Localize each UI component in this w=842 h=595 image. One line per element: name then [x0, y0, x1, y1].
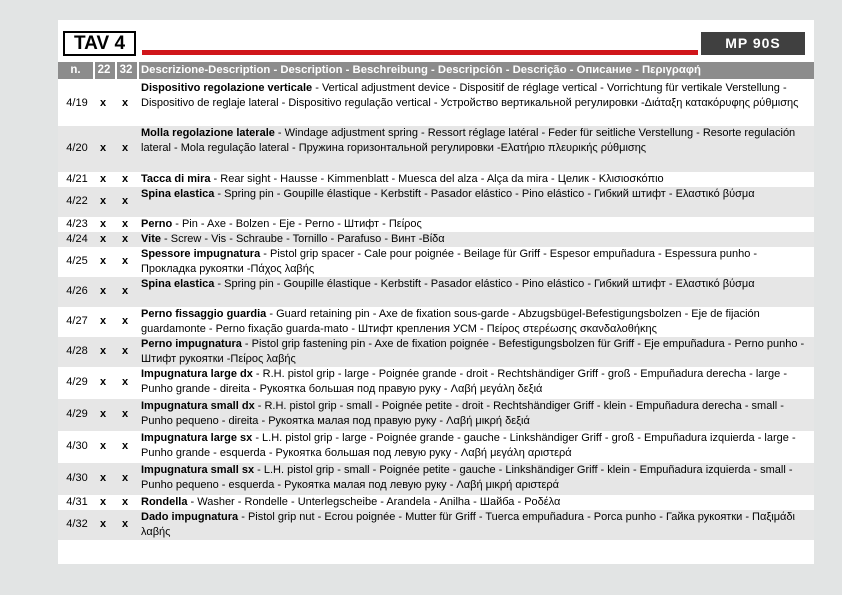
part-translations: - R.H. pistol grip - small - Poignée petite - droit - Rechtshändiger Griff - klein - Empuñadura derecha - small - Punho pequeno - direita - Рукоятка малая под правую руку - Λαβή μικρή δεξιά — [141, 400, 784, 427]
part-name: Dado impugnatura — [141, 511, 239, 523]
table-row — [58, 307, 814, 337]
part-name: Perno impugnatura — [141, 338, 242, 350]
table-row — [58, 510, 814, 540]
part-description — [141, 81, 811, 110]
model-22-mark: x — [99, 285, 107, 297]
part-description — [141, 495, 811, 510]
model-22-mark: x — [99, 217, 107, 230]
model-32-mark: x — [121, 440, 129, 452]
part-description — [141, 126, 811, 155]
model-22-mark: x — [99, 408, 107, 420]
part-number: 4/20 — [66, 142, 88, 154]
part-number: 4/32 — [66, 518, 88, 530]
part-name: Dispositivo regolazione verticale — [141, 82, 313, 94]
model-32-mark: x — [121, 285, 129, 297]
model-32-mark: x — [121, 172, 129, 185]
table-row — [58, 172, 814, 187]
model-22-mark: x — [99, 518, 107, 530]
column-header-32: 32 — [119, 64, 133, 76]
model-32-mark: x — [121, 315, 129, 327]
part-translations: - Pistol grip nut - Ecrou poignée - Mutter für Griff - Tuerca empuñadura - Porca punho - Гайка рукоятки - Παξιμάδι λαβής — [141, 511, 795, 538]
part-name: Vite — [141, 233, 161, 245]
column-header-description: Descrizione-Description - Description - Beschreibung - Descripción - Descrição - Описание - Περιγραφή — [141, 64, 701, 76]
part-description — [141, 277, 811, 292]
parts-list-page — [58, 20, 814, 564]
part-translations: - Guard retaining pin - Axe de fixation sous-garde - Abzugsbügel-Befestigungsbolzen - Eje de fijación guardamonte - Perno fixação guarda-mato - Штифт крепления УСМ - Πείρος στερέωσης σκανδαλοθήκης — [141, 308, 760, 335]
model-22-mark: x — [99, 440, 107, 452]
part-name: Molla regolazione laterale — [141, 127, 275, 139]
part-number: 4/26 — [66, 285, 88, 297]
part-number: 4/28 — [66, 345, 88, 357]
part-translations: - Pistol grip fastening pin - Axe de fixation poignée - Befestigungsbolzen für Griff - Eje empuñadura - Perno punho - Штифт рукоятки -Πείρος λαβής — [141, 338, 805, 365]
model-22-mark: x — [99, 172, 107, 185]
part-description — [141, 510, 811, 539]
part-number: 4/22 — [66, 195, 88, 207]
part-translations: - Spring pin - Goupille élastique - Kerbstift - Pasador elástico - Pino elástico - Гибкий штифт - Ελαστικό βύσμα — [214, 188, 755, 200]
part-translations: - Spring pin - Goupille élastique - Kerbstift - Pasador elástico - Pino elástico - Гибкий штифт - Ελαστικό βύσμα — [214, 278, 755, 290]
table-number-label: TAV 4 — [63, 31, 136, 56]
part-name: Spina elastica — [141, 188, 215, 200]
part-description — [141, 463, 811, 492]
model-32-mark: x — [121, 142, 129, 154]
table-row — [58, 126, 814, 172]
part-number: 4/30 — [66, 472, 88, 484]
model-22-mark: x — [99, 232, 107, 245]
part-name: Rondella — [141, 496, 188, 508]
part-number: 4/27 — [66, 315, 88, 327]
part-description — [141, 399, 811, 428]
part-number: 4/29 — [66, 408, 88, 420]
model-22-mark: x — [99, 376, 107, 388]
part-translations: - R.H. pistol grip - large - Poignée grande - droit - Rechtshändiger Griff - groß - Empuñadura derecha - large - Punho grande - direita - Рукоятка большая под правую руку - Λαβή μεγάλη δεξιά — [141, 368, 788, 395]
parts-table — [58, 81, 814, 540]
model-32-mark: x — [121, 408, 129, 420]
model-32-mark: x — [121, 96, 129, 109]
part-translations: - Windage adjustment spring - Ressort réglage latéral - Feder für seitliche Verstellung - Resorte regulación lateral - Mola regulação lateral - Пружина горизонтальной регулировки -Ελατήριο πλευρικής ρύθμισης — [141, 127, 796, 154]
header-divider — [137, 62, 139, 79]
part-name: Spina elastica — [141, 278, 215, 290]
table-row — [58, 431, 814, 463]
part-name: Spessore impugnatura — [141, 248, 261, 260]
model-22-mark: x — [99, 495, 107, 508]
part-number: 4/19 — [66, 96, 88, 109]
model-22-mark: x — [99, 345, 107, 357]
model-32-mark: x — [121, 232, 129, 245]
part-translations: - L.H. pistol grip - large - Poignée grande - gauche - Linkshändiger Griff - groß - Empuñadura izquierda - large - Punho grande - esquerda - Рукоятка большая под левую руку - Λαβή μεγάλη αριστερά — [141, 432, 796, 459]
model-32-mark: x — [121, 345, 129, 357]
model-32-mark: x — [121, 255, 129, 267]
table-row — [58, 247, 814, 277]
part-translations: - Screw - Vis - Schraube - Tornillo - Parafuso - Винт -Βίδα — [160, 233, 445, 245]
model-22-mark: x — [99, 142, 107, 154]
part-description — [141, 367, 811, 396]
part-description — [141, 187, 811, 202]
part-name: Impugnatura large sx — [141, 432, 253, 444]
part-number: 4/31 — [66, 495, 88, 508]
part-description — [141, 172, 811, 187]
model-22-mark: x — [99, 96, 107, 109]
part-name: Impugnatura large dx — [141, 368, 253, 380]
model-22-mark: x — [99, 472, 107, 484]
table-row — [58, 337, 814, 367]
part-number: 4/23 — [66, 217, 88, 230]
table-row — [58, 277, 814, 307]
column-header-22: 22 — [97, 64, 111, 76]
part-name: Impugnatura small sx — [141, 464, 255, 476]
model-22-mark: x — [99, 195, 107, 207]
table-row — [58, 399, 814, 431]
table-row — [58, 367, 814, 399]
table-row — [58, 217, 814, 232]
table-row — [58, 81, 814, 126]
model-badge: MP 90S — [701, 32, 805, 55]
table-row — [58, 495, 814, 510]
part-description — [141, 431, 811, 460]
part-description — [141, 217, 811, 232]
part-description — [141, 337, 811, 366]
table-row — [58, 463, 814, 495]
part-description — [141, 232, 811, 247]
part-translations: - Vertical adjustment device - Dispositif de réglage vertical - Vorrichtung für vertikale Verstellung - Dispositivo de reglaje lateral - Dispositivo regulação vertical - Устройство вертикальной регулировки -Διάταξη κατακόρυφης ρύθμισης — [141, 82, 799, 109]
model-32-mark: x — [121, 195, 129, 207]
model-22-mark: x — [99, 255, 107, 267]
model-32-mark: x — [121, 472, 129, 484]
part-name: Perno — [141, 218, 173, 230]
part-translations: - L.H. pistol grip - small - Poignée petite - gauche - Linkshändiger Griff - klein - Empuñadura izquierda - small - Punho pequeno - esquerda - Рукоятка малая под левую руку - Λαβή μικρή αριστερά — [141, 464, 793, 491]
part-name: Impugnatura small dx — [141, 400, 255, 412]
part-number: 4/25 — [66, 255, 88, 267]
part-number: 4/21 — [66, 172, 88, 185]
part-description — [141, 307, 811, 336]
model-32-mark: x — [121, 217, 129, 230]
model-32-mark: x — [121, 518, 129, 530]
part-number: 4/29 — [66, 376, 88, 388]
part-translations: - Washer - Rondelle - Unterlegscheibe - Arandela - Anilha - Шайба - Ροδέλα — [187, 496, 561, 508]
part-translations: - Pin - Axe - Bolzen - Eje - Perno - Штифт - Πείρος — [172, 218, 422, 230]
table-row — [58, 187, 814, 217]
part-translations: - Pistol grip spacer - Cale pour poignée - Beilage für Griff - Espesor empuñadura - Espessura punho - Прокладка рукоятки -Πάχος λαβής — [141, 248, 758, 275]
part-name: Tacca di mira — [141, 173, 211, 185]
table-header — [58, 62, 814, 79]
model-32-mark: x — [121, 495, 129, 508]
part-number: 4/24 — [66, 232, 88, 245]
table-row — [58, 232, 814, 247]
part-name: Perno fissaggio guardia — [141, 308, 267, 320]
column-header-n: n. — [70, 64, 81, 76]
part-description — [141, 247, 811, 276]
part-number: 4/30 — [66, 440, 88, 452]
model-32-mark: x — [121, 376, 129, 388]
model-22-mark: x — [99, 315, 107, 327]
part-translations: - Rear sight - Hausse - Kimmenblatt - Muesca del alza - Alça da mira - Целик - Κλισιοσκόπιο — [210, 173, 664, 185]
header-red-rule — [142, 50, 698, 55]
